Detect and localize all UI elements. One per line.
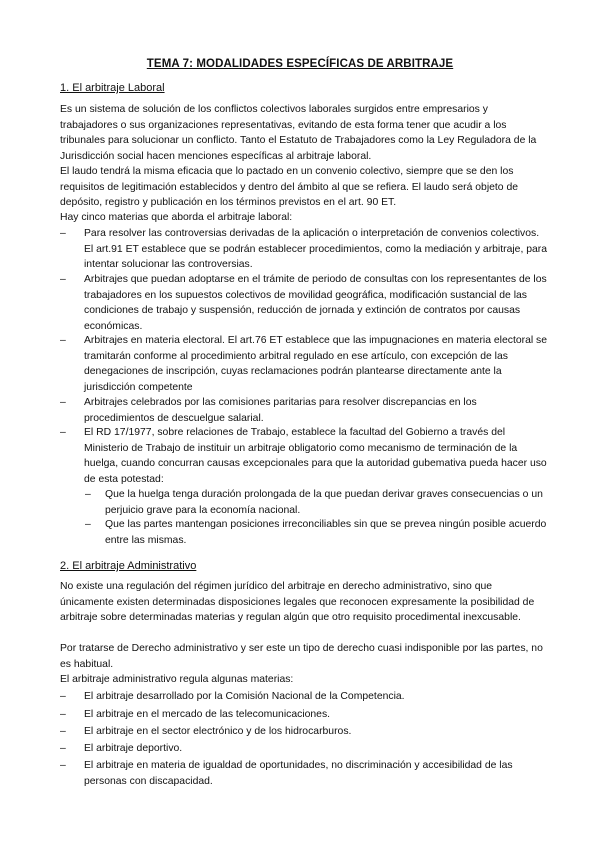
bullet-dash: – (60, 760, 66, 771)
list-item (60, 689, 548, 705)
bullet-dash: – (60, 726, 66, 737)
list-item (60, 425, 548, 487)
bullet-dash: – (85, 519, 91, 530)
bullet-dash: – (85, 489, 91, 500)
section-2-paragraph-1: No existe una regulación del régimen jurídico del arbitraje en derecho administrativo, sino que únicamente existen determinadas disposiciones legales que reconocen expresamente la posibilidad de arbitraje sobre determinadas materias y regulan algún que otro requisito procedimental inexcusable. (60, 581, 535, 624)
list-item-text: Arbitrajes que puedan adoptarse en el trámite de periodo de consultas con los representantes de los trabajadores en los supuestos colectivos de movilidad geográfica, modificación sustancial de las condiciones de trabajo y suspensión, reducción de jornada y extinción de contratos por causas económicas. (84, 274, 547, 332)
section-1-heading: 1. El arbitraje Laboral (60, 82, 165, 94)
list-item-text: El arbitraje deportivo. (84, 743, 183, 754)
list-item-text: El arbitraje en el mercado de las telecomunicaciones. (84, 709, 331, 720)
list-item (60, 758, 548, 789)
sub-list-item-text: Que las partes mantengan posiciones irreconciliables sin que se prevea ningún posible acuerdo entre las mismas. (105, 519, 547, 546)
bullet-dash: – (60, 397, 66, 408)
list-item-text: El arbitraje en el sector electrónico y de los hidrocarburos. (84, 726, 352, 737)
list-item-text: El arbitraje desarrollado por la Comisión Nacional de la Competencia. (84, 691, 405, 702)
list-item (60, 707, 548, 723)
bullet-dash: – (60, 691, 66, 702)
bullet-dash: – (60, 709, 66, 720)
list-item-text: El arbitraje en materia de igualdad de oportunidades, no discriminación y accesibilidad de las personas con discapacidad. (84, 760, 513, 787)
section-1-paragraph-2: El laudo tendrá la misma eficacia que lo pactado en un convenio colectivo, siempre que se den los requisitos de legitimación establecidos y dentro del ámbito al que se refiera. El laudo será objeto de depósito, registro y publicación en los términos previstos en el art. 90 ET. (60, 166, 519, 209)
bullet-dash: – (60, 335, 66, 346)
list-item (60, 395, 548, 426)
list-item (60, 724, 548, 740)
bullet-dash: – (60, 427, 66, 438)
list-item-text: Arbitrajes celebrados por las comisiones paritarias para resolver discrepancias en los procedimientos de descuelgue salarial. (84, 397, 477, 424)
list-item-text: Para resolver las controversias derivadas de la aplicación o interpretación de convenios colectivos. El art.91 ET establece que se podrán establecer procedimientos, como la mediación y arbitraje, para intentar solucionar las controversias. (84, 228, 548, 271)
section-2-paragraph-3: El arbitraje administrativo regula algunas materias: (60, 674, 294, 685)
sub-list-item (85, 487, 548, 518)
sub-list-item (85, 517, 548, 548)
list-item-text: El RD 17/1977, sobre relaciones de Trabajo, establece la facultad del Gobierno a través del Ministerio de Trabajo de instituir un arbitraje obligatorio como mecanismo de terminación de la huelga, cuando concurran causas excepcionales para que la autoridad gubemativa pueda hacer uso de esta potestad: (84, 427, 547, 485)
bullet-dash: – (60, 743, 66, 754)
bullet-dash: – (60, 228, 66, 239)
section-1-paragraph-1: Es un sistema de solución de los conflictos colectivos laborales surgidos entre empresarios y trabajadores o sus organizaciones representativas, evitando de esta forma tener que acudir a los tribunales para solucionar un conflicto. Tanto el Estatuto de Trabajadores como la Ley Reguladora de la Jurisdicción social hacen menciones específicas al arbitraje laboral. (60, 104, 537, 162)
section-2-paragraph-2: Por tratarse de Derecho administrativo y ser este un tipo de derecho cuasi indisponible por las partes, no es habitual. (60, 643, 543, 670)
section-2-heading: 2. El arbitraje Administrativo (60, 560, 197, 572)
section-1-paragraph-3: Hay cinco materias que aborda el arbitraje laboral: (60, 212, 293, 223)
list-item (60, 333, 548, 395)
list-item (60, 741, 548, 757)
list-item-text: Arbitrajes en materia electoral. El art.76 ET establece que las impugnaciones en materia electoral se tramitarán conforme al procedimiento arbitral regulado en ese artículo, con excepción de las denegaciones de inscripción, cuyas reclamaciones podrán plantearse directamente ante la jurisdicción competente (84, 335, 548, 393)
sub-list-item-text: Que la huelga tenga duración prolongada de la que puedan derivar graves consecuencias o un perjuicio grave para la economía nacional. (105, 489, 543, 516)
bullet-dash: – (60, 274, 66, 285)
page-title: TEMA 7: MODALIDADES ESPECÍFICAS DE ARBITRAJE (146, 58, 454, 70)
list-item (60, 272, 548, 334)
list-item (60, 226, 548, 273)
